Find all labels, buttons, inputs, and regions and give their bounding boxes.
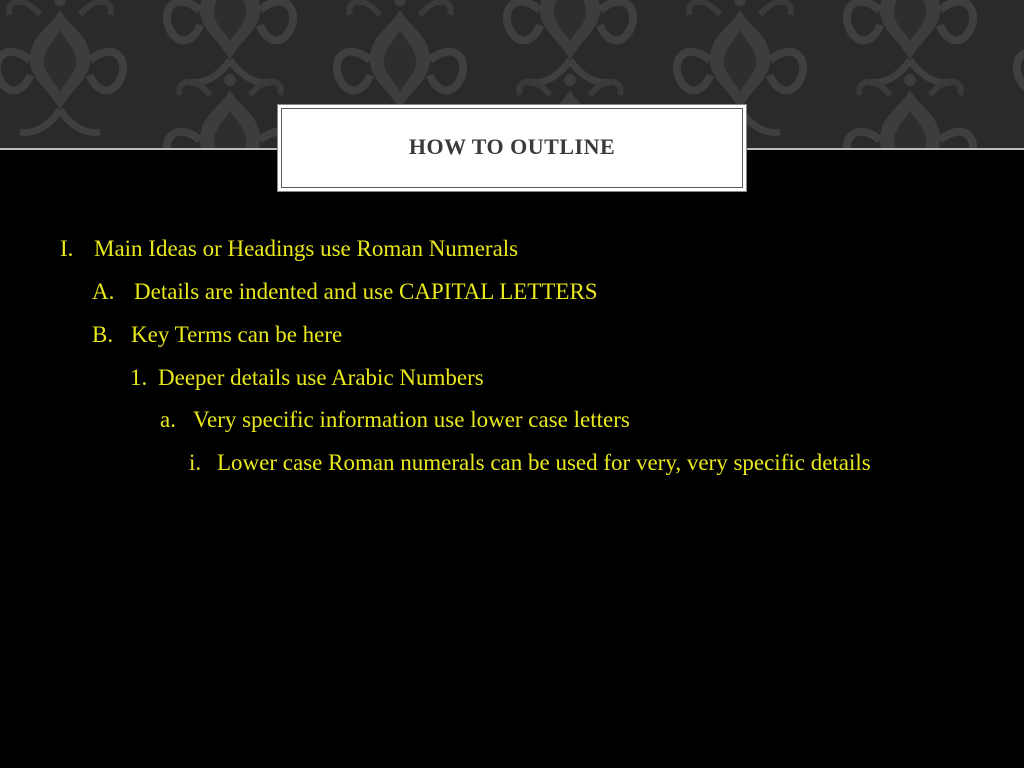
outline-item-level-2 [92,318,342,352]
outline-text: Details are indented and use CAPITAL LETTERS [134,279,598,304]
outline-item-level-4 [160,403,630,437]
outline-marker: I. [60,236,74,261]
outline-marker: 1. [130,365,148,390]
outline-text: Deeper details use Arabic Numbers [158,365,484,390]
outline-item-level-2 [92,275,598,309]
outline-text: Very specific information use lower case letters [193,407,630,432]
outline-item-level-5 [189,446,217,480]
outline-marker: i. [189,450,202,475]
outline-marker: a. [160,407,176,432]
outline-item-level-3 [130,361,484,395]
outline-text: Lower case Roman numerals can be used for very, very specific details [217,450,871,475]
outline-text: Key Terms can be here [131,322,343,347]
outline-marker: A. [92,279,115,304]
outline-text: Main Ideas or Headings use Roman Numerals [94,236,519,261]
outline-item-level-1 [60,232,518,266]
outline-marker: B. [92,322,114,347]
slide-title: HOW TO OUTLINE [408,134,616,159]
